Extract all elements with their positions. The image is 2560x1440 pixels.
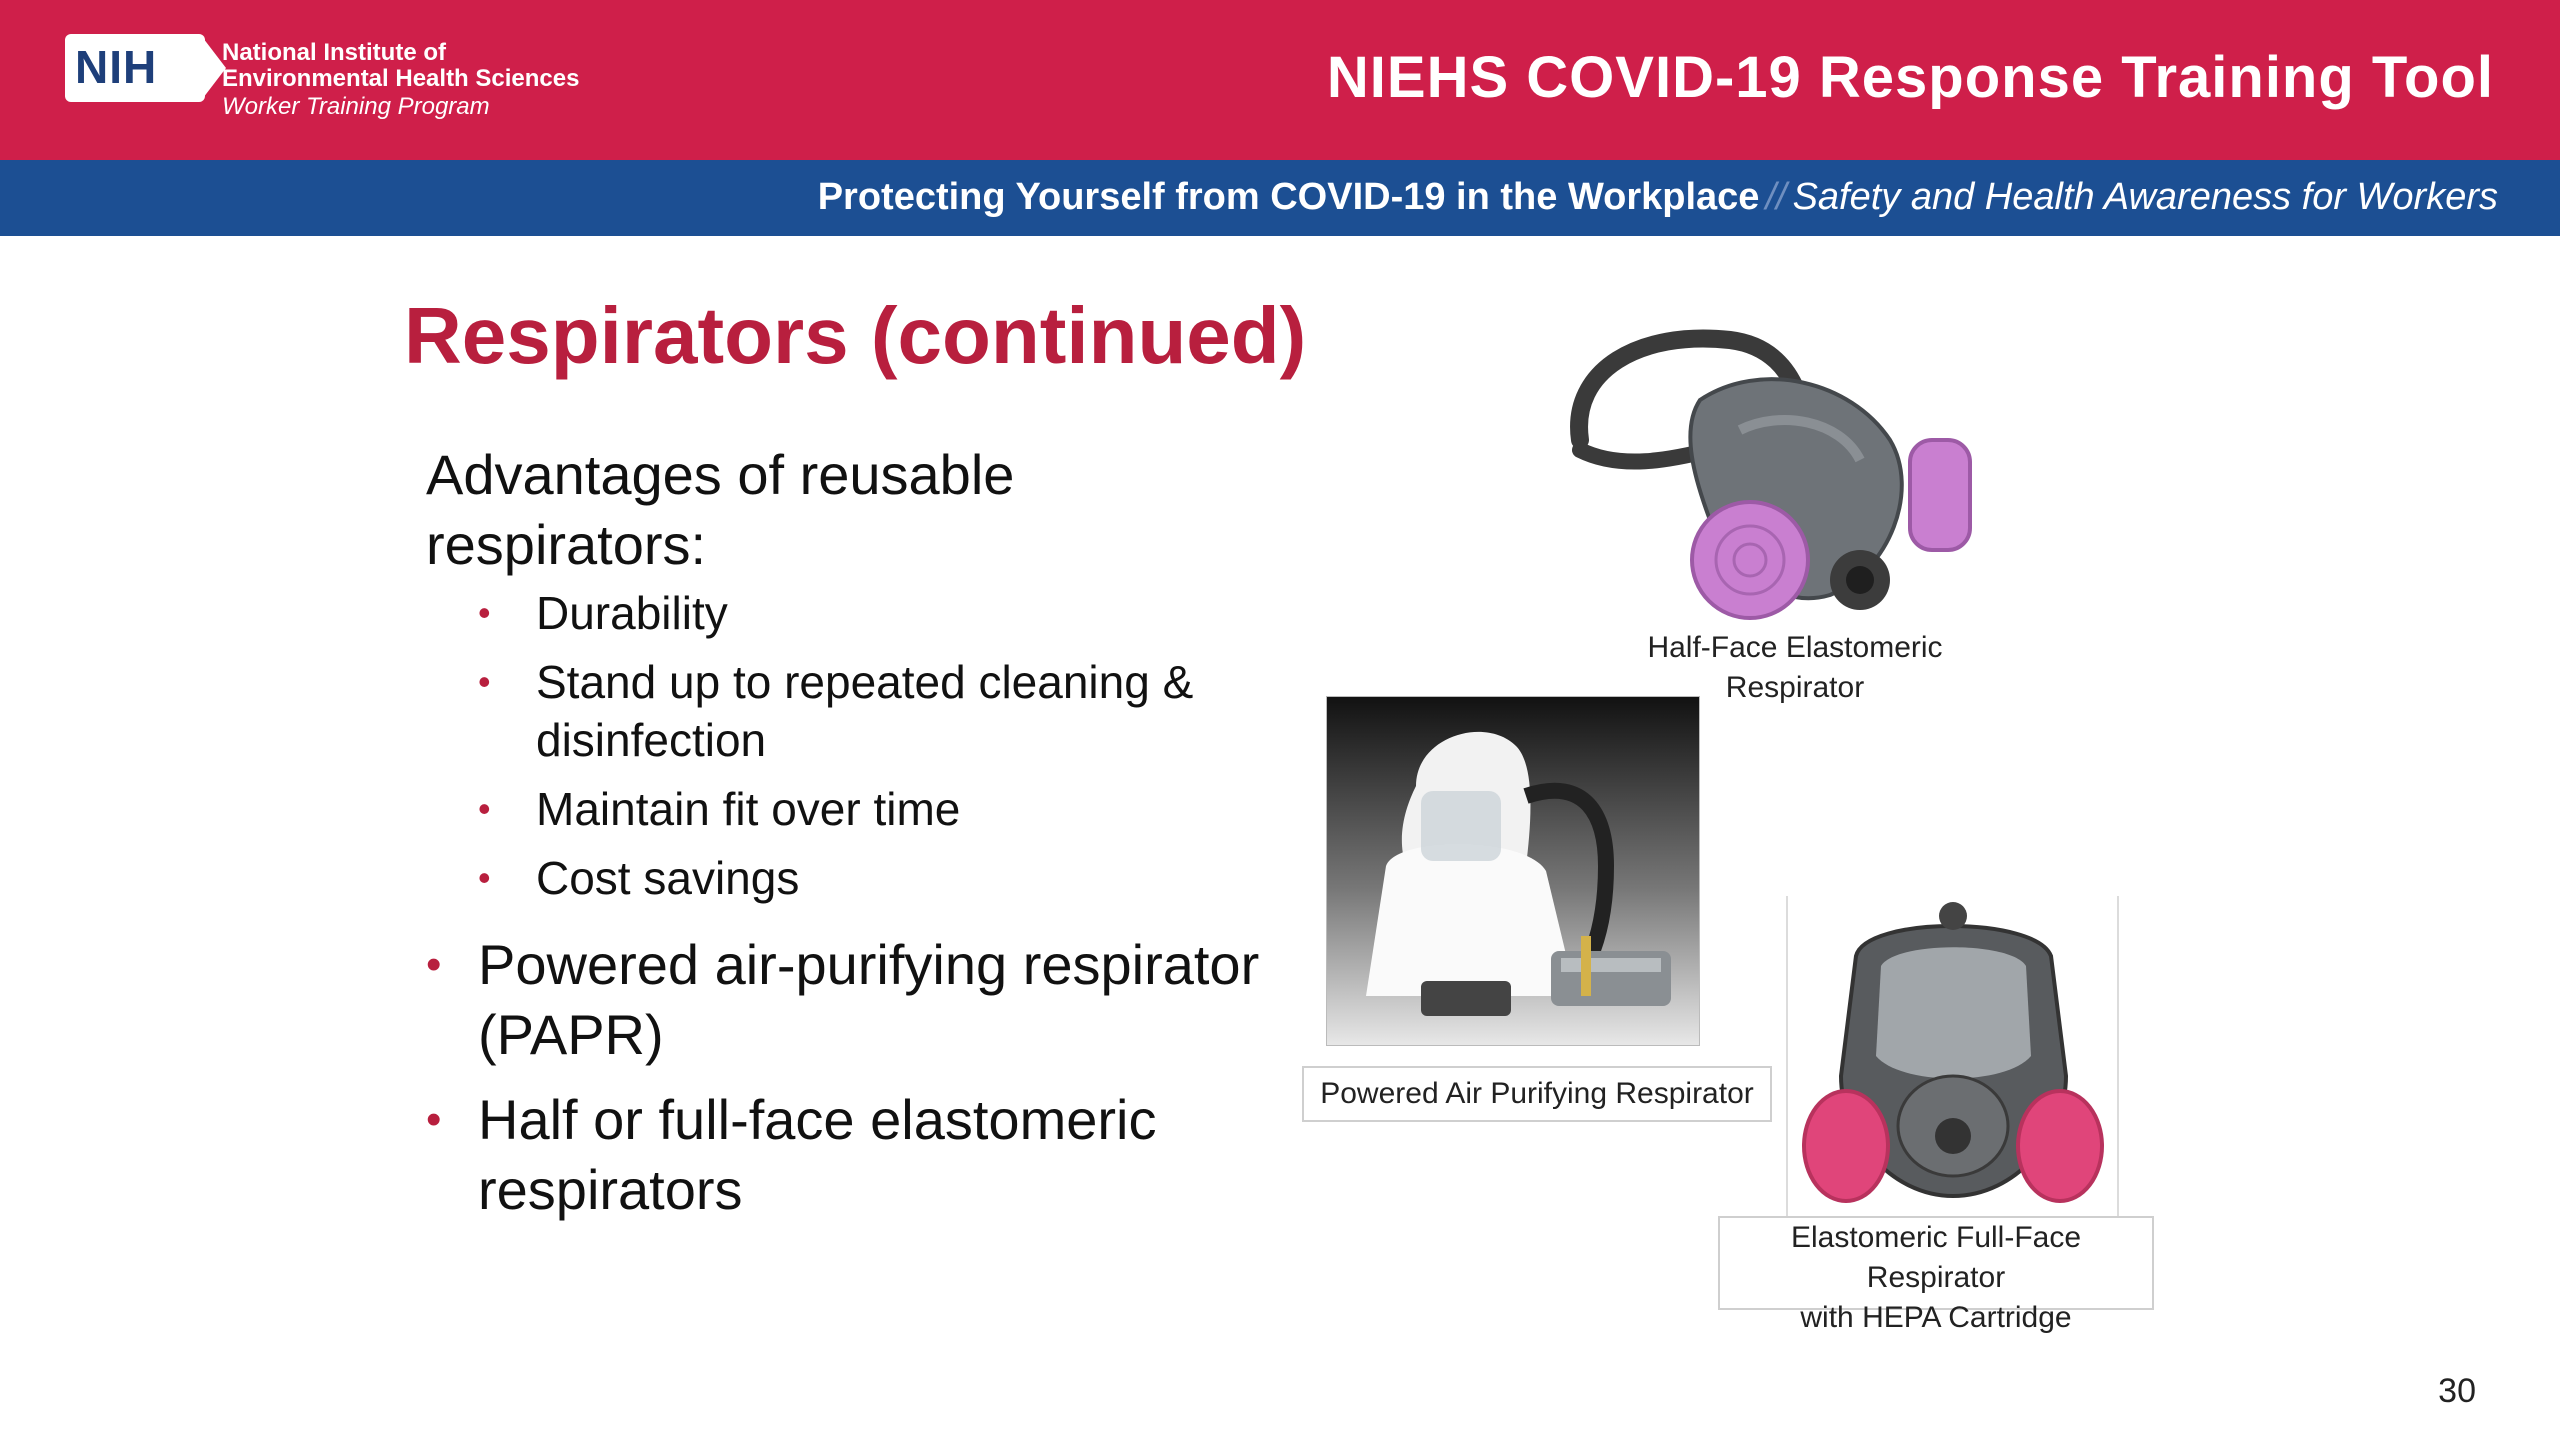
subheader-main: Protecting Yourself from COVID-19 in the Workplace (817, 176, 1760, 218)
org-line-2: Environmental Health Sciences (222, 65, 580, 92)
list-item: • Maintain fit over time (478, 780, 1258, 838)
list-item: • Half or full-face elastomeric respirators (426, 1085, 1306, 1225)
intro-text: Advantages of reusable respirators: (426, 443, 1015, 576)
subheader-secondary: Safety and Health Awareness for Workers (1792, 176, 2498, 218)
full-face-respirator-image (1786, 896, 2120, 1216)
list-item: • Powered air-purifying respirator (PAPR) (426, 930, 1306, 1070)
papr-caption (1302, 1066, 1772, 1122)
respirator-types-list (426, 930, 1306, 1240)
list-item: • Cost savings (478, 849, 1258, 907)
caption-line: Powered Air Purifying Respirator (1320, 1077, 1754, 1110)
nih-logo-text: NIH (75, 41, 158, 93)
advantages-list (478, 584, 1258, 918)
list-item: • Durability (478, 584, 1258, 642)
org-name (222, 40, 579, 122)
caption-line: with HEPA Cartridge (1800, 1301, 2072, 1334)
list-item: • Stand up to repeated cleaning & disinfection (478, 653, 1258, 769)
caption-line: Elastomeric Full-Face Respirator (1790, 1221, 2082, 1294)
nih-logo (65, 34, 205, 102)
full-face-caption (1718, 1216, 2154, 1334)
subheader-separator: // (1765, 176, 1787, 218)
page-number: 30 (2438, 1372, 2476, 1410)
org-line-3: Worker Training Program (222, 93, 490, 120)
slide-title: Respirators (continued) (404, 291, 1307, 380)
caption-line: Respirator (1725, 671, 1865, 704)
half-face-respirator-image (1560, 310, 2010, 640)
caption-line: Half-Face Elastomeric (1647, 631, 1943, 664)
subheader-text (818, 176, 2498, 219)
papr-image (1326, 696, 1700, 1046)
org-line-1: National Institute of (222, 39, 446, 66)
tool-title: NIEHS COVID-19 Response Training Tool (1326, 45, 2494, 110)
